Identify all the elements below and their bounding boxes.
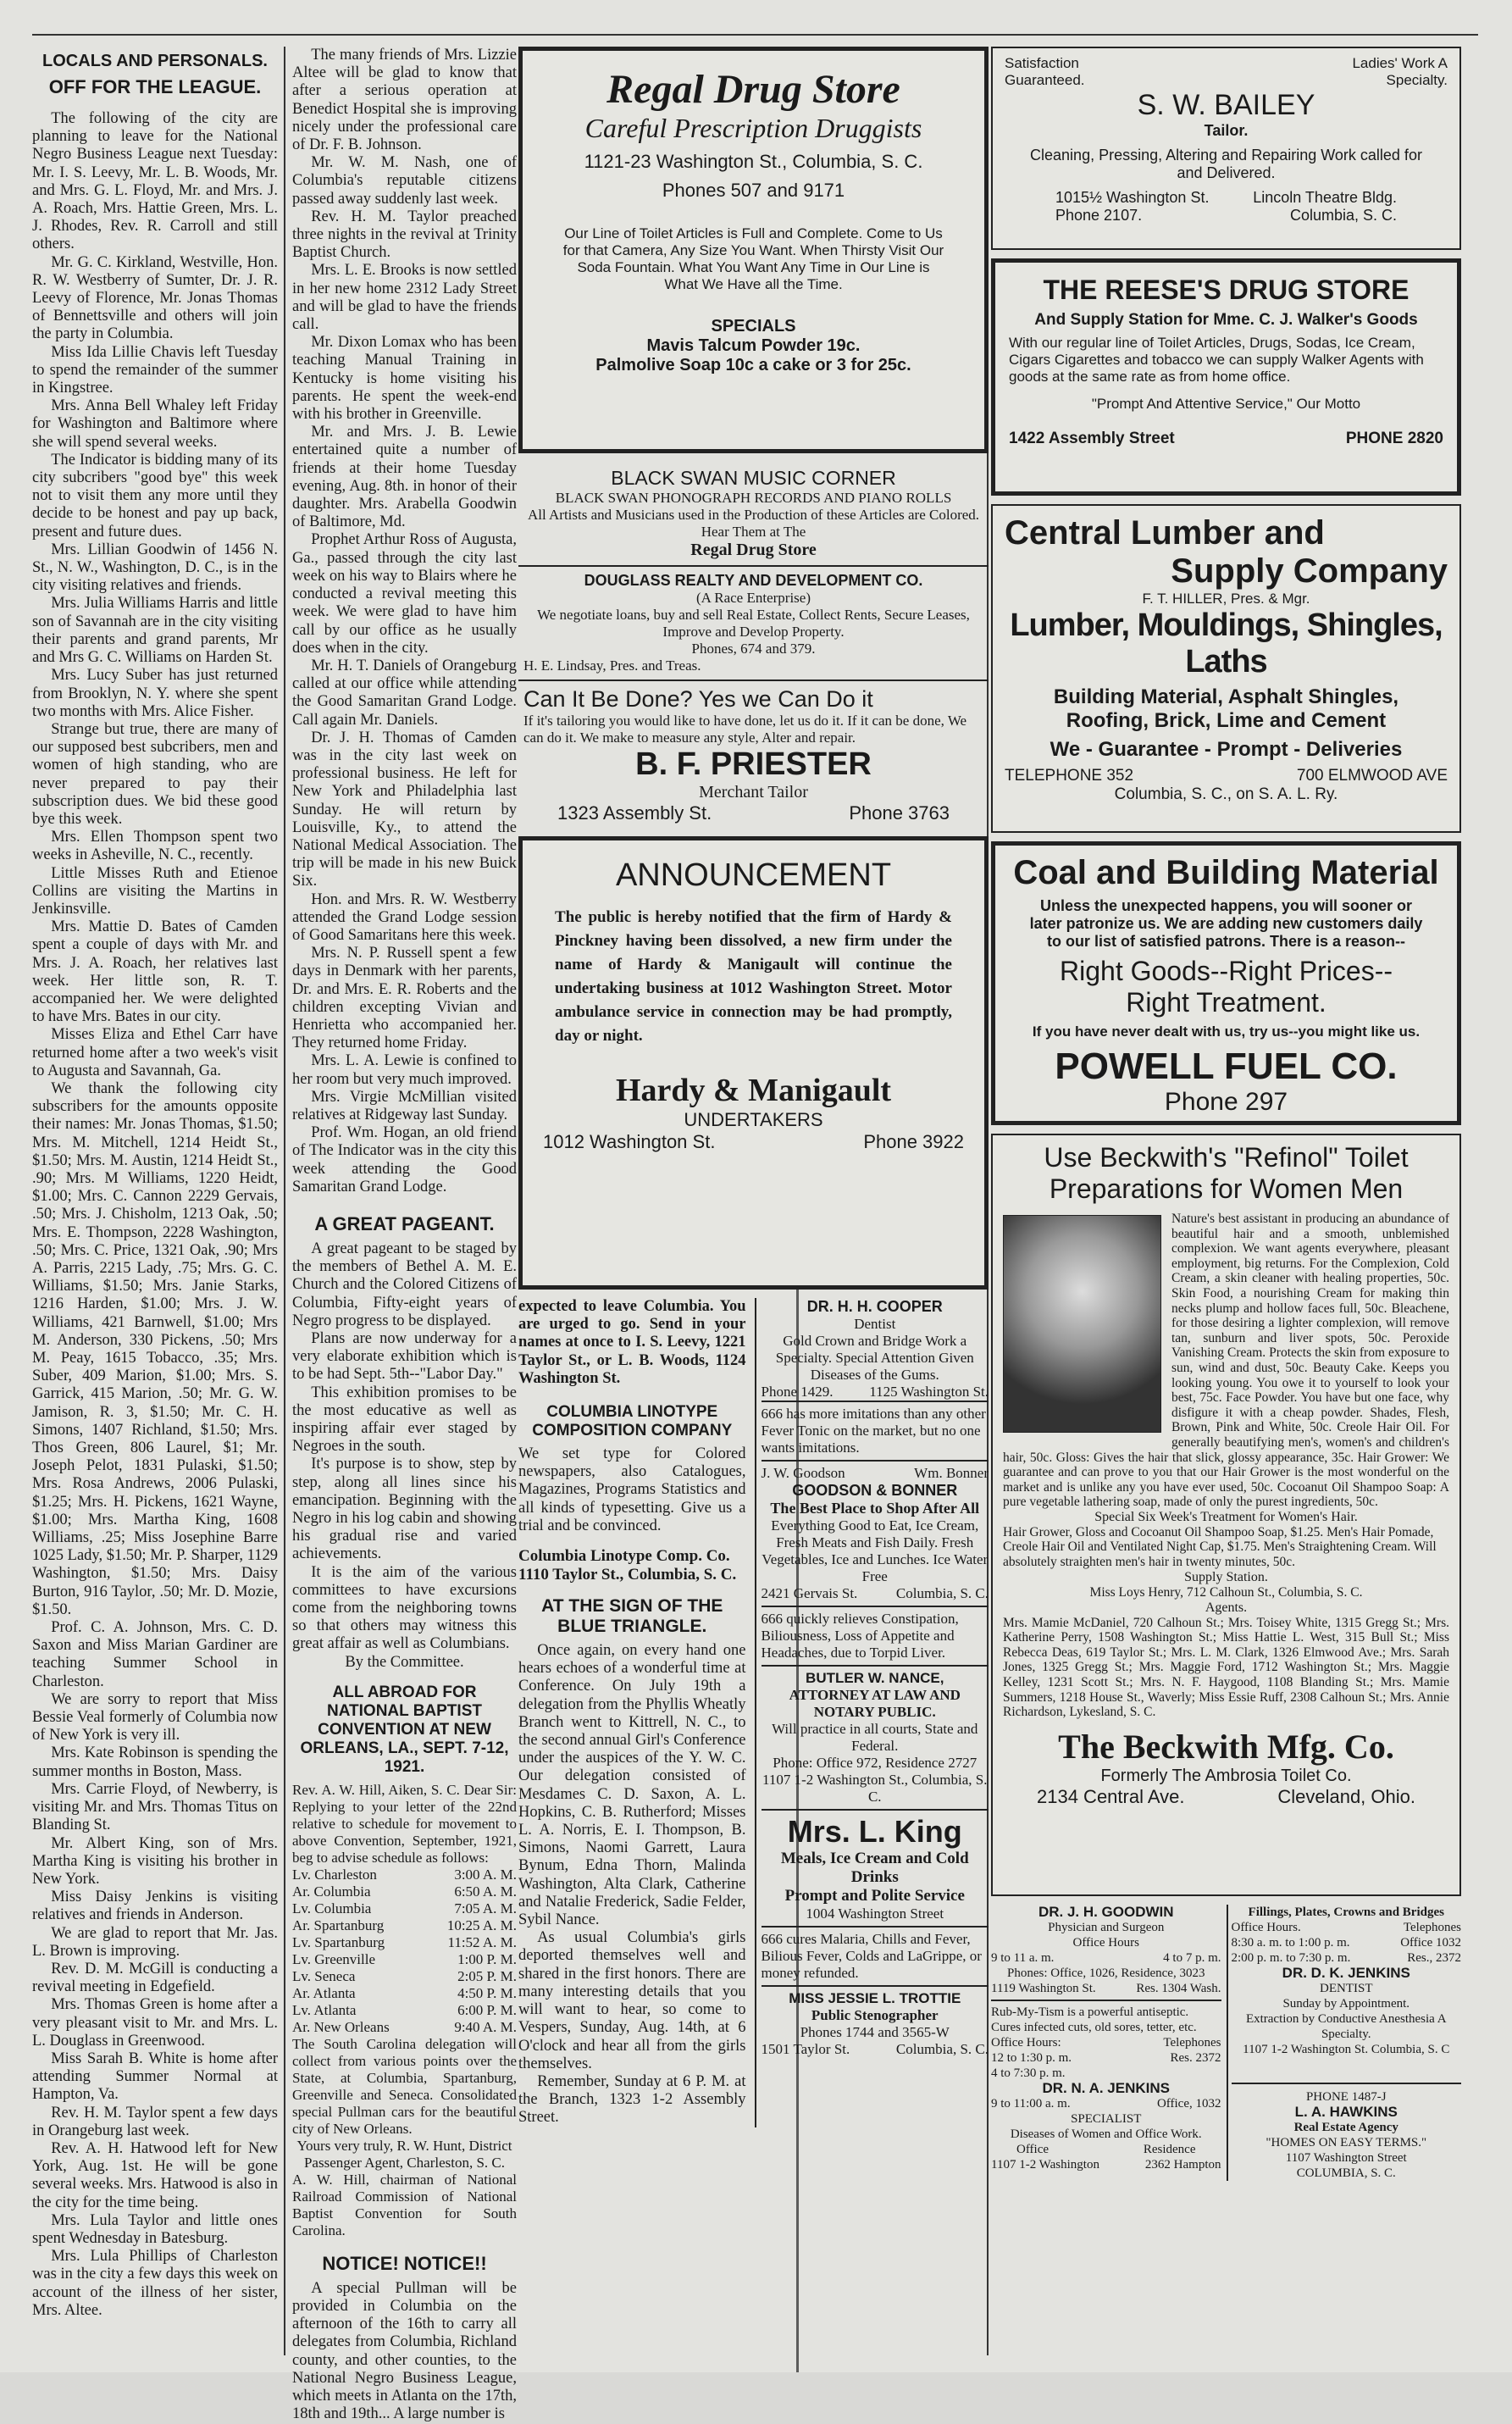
schedule-row xyxy=(292,1917,517,1934)
paragraph: Rev. A. H. Hatwood left for New York, Aug. 1st. He will be gone several weeks. Mrs. Hatwood is also in the city for the time being. xyxy=(32,2139,278,2211)
paragraph: Mrs. Lula Taylor and little ones spent Wednesday in Batesburg. xyxy=(32,2211,278,2247)
rubmy-row-1 xyxy=(991,2050,1221,2066)
bailey-role: Tailor. xyxy=(1204,122,1249,139)
regal-special-1: Mavis Talcum Powder 19c. xyxy=(646,336,861,355)
bailey-body: Cleaning, Pressing, Altering and Repairing Work called for and Delivered. xyxy=(1030,147,1422,181)
goodwin-times xyxy=(991,1950,1221,1966)
beckwith-former: Formerly The Ambrosia Toilet Co. xyxy=(1100,1766,1352,1785)
paragraph: Prof. C. A. Johnson, Mrs. C. D. Saxon and Miss Marian Gardiner are teaching Summer School in Charleston. xyxy=(32,1619,278,1690)
priester-name: B. F. PRIESTER xyxy=(635,746,872,782)
rubmy-row-2 xyxy=(991,2066,1221,2081)
cooper-contact xyxy=(762,1384,989,1401)
dk-jenkins-row-1 xyxy=(1232,1935,1462,1950)
announcement-name: Hardy & Manigault xyxy=(615,1073,892,1108)
dk-jenkins-telephones: Telephones xyxy=(1403,1921,1461,1934)
beckwith-agents: Agents. xyxy=(1205,1600,1248,1615)
king-ad xyxy=(762,1809,989,1926)
rubmy-time-2: 4 to 7:30 p. m. xyxy=(991,2066,1066,2080)
convention-cc: A. W. Hill, chairman of National Railroad Commission of National Baptist Convention for South Carolina. xyxy=(292,2171,517,2238)
paragraph: Rev. H. M. Taylor preached three nights in the revival at Trinity Baptist Church. xyxy=(292,208,517,262)
paragraph: We are sorry to report that Miss Bessie Veal formerly of Columbia now of New York is very ill. xyxy=(32,1690,278,1745)
column-ads-right xyxy=(991,47,1461,2355)
dk-jenkins-row-2 xyxy=(1232,1950,1462,1966)
paragraph: Mrs. Carrie Floyd, of Newberry, is visiting Mr. and Mrs. Thomas Titus on Blanding St. xyxy=(32,1780,278,1834)
linotype-body: We set type for Colored newspapers, also Catalogues, Magazines, Programs Statistics and all kinds of typesetting. Give us a trial and be convinced. xyxy=(518,1445,746,1534)
signature: By the Committee. xyxy=(345,1653,464,1671)
swan-line-1: BLACK SWAN PHONOGRAPH RECORDS AND PIANO ROLLS xyxy=(555,490,952,506)
schedule-row xyxy=(292,1900,517,1917)
na-jenkins-role: SPECIALIST xyxy=(1071,2112,1142,2126)
paragraph: As usual Columbia's girls deported themselves well and shared in the first honors. There are many interesting details that you will want to hear, so come to Vespers, Sunday, Aug. 14th, at 6 O'clock and hear all from the girls themselves. xyxy=(518,1929,746,2072)
imitation-ad: 666 has more imitations than any other Fever Tonic on the market, but no one wants imitations. xyxy=(762,1401,989,1460)
pageant-body xyxy=(292,1240,517,1672)
cooper-role: Dentist xyxy=(854,1316,896,1332)
goodwin-residence: Res. 1304 Wash. xyxy=(1136,1982,1221,1995)
schedule-row xyxy=(292,2019,517,2036)
paragraph: Mr. Dixon Lomax who has been teaching Manual Training in Kentucky is home visiting his parents. He spent the week-end with his brother in Greenville. xyxy=(292,334,517,424)
lower-right-left xyxy=(991,1905,1221,2181)
schedule-time: 2:05 P. M. xyxy=(457,1967,517,1984)
nance-name: BUTLER W. NANCE, xyxy=(806,1670,944,1686)
douglass-sub: (A Race Enterprise) xyxy=(696,590,811,606)
paragraph: Mrs. Thomas Green is home after a very pleasant visit to Mr. and Mrs. L. L. Douglass in Greenwood. xyxy=(32,1996,278,2050)
rubmy-addresses xyxy=(991,2157,1221,2172)
league-heading: OFF FOR THE LEAGUE. xyxy=(48,76,262,97)
regal-address: 1121-23 Washington St., Columbia, S. C. xyxy=(584,151,923,172)
dk-jenkins-top: Fillings, Plates, Crowns and Bridges xyxy=(1248,1905,1444,1919)
locals-body xyxy=(32,110,278,2320)
schedule-stop: Lv. Seneca xyxy=(292,1967,356,1984)
paragraph: Mrs. L. E. Brooks is now settled in her new home 2312 Lady Street and will be glad to have the friends call. xyxy=(292,262,517,334)
lumber-address: 700 ELMWOOD AVE xyxy=(1296,767,1448,785)
regal-special-2: Palmolive Soap 10c a cake or 3 for 25c. xyxy=(595,356,911,374)
beckwith-ad xyxy=(991,1134,1461,1896)
beckwith-special-body: Hair Grower, Gloss and Cocoanut Oil Shampoo Soap, $1.25. Men's Hair Pomade, Creole Hair Oil and Ventilated Night Cap, $1.75. Men's Straightening Cream. Will absolutely straighten men's hair in twenty minutes, 50c. xyxy=(1003,1524,1437,1570)
cooper-address: 1125 Washington St. xyxy=(869,1384,989,1400)
swan-title: BLACK SWAN MUSIC CORNER xyxy=(611,467,896,489)
paragraph: Dr. J. H. Thomas of Camden was in the city last week on professional business. He left for New York and Philadelphia last Sunday. He will return by Louisville, Ky., to attend the National Medical Association. The trip will be made in his new Buick Six. xyxy=(292,729,517,890)
announcement-ad xyxy=(518,836,989,1290)
convention-body: The South Carolina delegation will collect from various points over the State, at Columbia, Spartanburg, Greenville and Seneca. Consolidated special Pullman cars for the beautiful city of New Orleans. xyxy=(292,2035,517,2137)
trottie-ad xyxy=(762,1985,989,2061)
dk-jenkins-header xyxy=(1232,1920,1462,1935)
schedule-stop: Lv. Charleston xyxy=(292,1866,377,1883)
paragraph: Mrs. Lula Phillips of Charleston was in the city a few days this week on account of the illness of her sister, Mrs. Altee. xyxy=(32,2248,278,2319)
trottie-role: Public Stenographer xyxy=(811,2007,939,2023)
beckwith-address: 2134 Central Ave. xyxy=(1037,1785,1185,1807)
announcement-contact xyxy=(534,1131,972,1153)
beckwith-supply-body: Miss Loys Henry, 712 Calhoun St., Columbia, S. C. xyxy=(1089,1584,1363,1600)
coal-name: POWELL FUEL CO. xyxy=(1055,1046,1398,1087)
hawkins-name: L. A. HAWKINS xyxy=(1294,2104,1398,2120)
convention-heading: ALL ABROAD FOR NATIONAL BAPTIST CONVENTION AT NEW ORLEANS, LA., SEPT. 7-12, 1921. xyxy=(300,1683,509,1776)
coal-ad xyxy=(991,841,1461,1125)
column-ads-middle xyxy=(518,47,989,2355)
goodwin-address: 1119 Washington St. xyxy=(991,1982,1096,1995)
cooper-body: Gold Crown and Bridge Work a Specialty. Special Attention Given Diseases of the Gums. xyxy=(775,1333,974,1383)
nance-body: Will practice in all courts, State and Federal. xyxy=(772,1721,978,1754)
goodson-owner: J. W. Goodson xyxy=(761,1465,845,1481)
666-ad: 666 quickly relieves Constipation, Biliousness, Loss of Appetite and Headaches, due to Torpid Liver. xyxy=(762,1606,989,1665)
black-swan-ad xyxy=(518,462,989,565)
paragraph: Misses Eliza and Ethel Carr have returned home after a two week's visit to Augusta and Savannah, Ga. xyxy=(32,1026,278,1079)
swan-line-3: Regal Drug Store xyxy=(690,541,817,559)
rubmy-row-3 xyxy=(991,2096,1221,2111)
convention-intro: Rev. A. W. Hill, Aiken, S. C. Dear Sir: Replying to your letter of the 22nd relative to schedule for movement to above Convention, September, 1921, beg to advise schedule as follows: xyxy=(292,1781,517,1866)
trottie-contact xyxy=(762,2041,989,2058)
lower-right xyxy=(991,1905,1461,2181)
regal-name: Regal Drug Store xyxy=(606,67,900,112)
announcement-address: 1012 Washington St. xyxy=(543,1131,716,1152)
regal-phones: Phones 507 and 9171 xyxy=(662,180,845,201)
paragraph: Prof. Wm. Hogan, an old friend of The Indicator was in the city this week attending the Good Samaritan Grand Lodge. xyxy=(292,1124,517,1195)
paragraph: This exhibition promises to be the most educative as well as inspiring affair ever staged by Negroes in the south. xyxy=(292,1384,517,1456)
paragraph: Mrs. Mattie D. Bates of Camden spent a couple of days with Mr. and Mrs. J. A. Roach, her relatives last week. Her little son, R. T. accompanied her. We were delighted to have Mrs. Bates in our city. xyxy=(32,918,278,1026)
paragraph: Once again, on every hand one hears echoes of a wonderful time at Conference. On July 19th a delegation from the Phyllis Wheatly Branch went to Kittrell, N. C., to the second annual Girl's Conference under the auspices of the Y. W. C. Our delegation consisted of Mesdames C. D. Saxon, A. L. Hopkins, C. B. Rutherford; Misses L. A. Norris, E. I. Thompson, B. Simons, Naomi Garrett, Laura Bynum, Edna Thorn, Malinda Washington, Alta Clark, Catherine and Natalie Frederick, Sadie Felder, Sybil Nance. xyxy=(518,1642,746,1929)
schedule-time: 1:00 P. M. xyxy=(457,1950,517,1967)
goodson-sub: The Best Place to Shop After All xyxy=(770,1500,980,1517)
schedule-stop: Lv. Spartanburg xyxy=(292,1933,385,1950)
rubmy-office-address: 1107 1-2 Washington xyxy=(991,2158,1099,2172)
linotype-heading: COLUMBIA LINOTYPE COMPOSITION COMPANY xyxy=(532,1403,733,1440)
announcement-role: UNDERTAKERS xyxy=(684,1109,823,1130)
top-rule xyxy=(32,34,1478,36)
regal-specials: SPECIALS xyxy=(711,317,796,336)
goodwin-contact xyxy=(991,1981,1221,1996)
schedule-row xyxy=(292,2002,517,2019)
nance-ad xyxy=(762,1665,989,1809)
paragraph: Rev. H. M. Taylor spent a few days in Orangeburg last week. xyxy=(32,2104,278,2139)
pageant-heading: A GREAT PAGEANT. xyxy=(314,1213,495,1234)
priester-phone: Phone 3763 xyxy=(849,802,950,824)
paragraph: Strange but true, there are many of our supposed best subcribers, men and women of high standing, who are never prepared to pay their subscription dues. We bid these good bye this week. xyxy=(32,720,278,828)
rubmy-time-1: 12 to 1:30 p. m. xyxy=(991,2051,1072,2065)
beckwith-city: Cleveland, Ohio. xyxy=(1277,1785,1415,1807)
paragraph: Mrs. Julia Williams Harris and little son of Savannah are in the city visiting their parents and grand parents, Mr and Mrs G. C. Williams on Harden St. xyxy=(32,595,278,667)
dk-jenkins-extraction: Extraction by Conductive Anesthesia A Specialty. xyxy=(1245,2012,1447,2041)
paragraph: A great pageant to be staged by the members of Bethel A. M. E. Church and the Colored Citizens of Columbia, Fifty-eight years of Negro progress to be displayed. xyxy=(292,1240,517,1329)
goodwin-phones: Phones: Office, 1026, Residence, 3023 xyxy=(1007,1966,1205,1980)
bailey-ad xyxy=(991,47,1461,250)
bailey-phone: Phone 2107. xyxy=(1055,207,1143,224)
paragraph: Mr. G. C. Kirkland, Westville, Hon. R. W. Westberry of Sumter, Dr. J. R. Leevy of Florence, Mr. Jonas Thomas of Bennettsville and others will join the party in Columbia. xyxy=(32,253,278,343)
priester-body: If it's tailoring you would like to have done, let us do it. If it can be done, We can do it. We make to measure any style, Alter and repair. xyxy=(523,713,967,746)
goodwin-hours: Office Hours xyxy=(1072,1936,1139,1950)
rubmy-labels xyxy=(991,2142,1221,2157)
na-jenkins-name: DR. N. A. JENKINS xyxy=(1042,2080,1170,2096)
paragraph: Plans are now underway for a very elaborate exhibition which is to be had Sept. 5th--"Labor Day." xyxy=(292,1330,517,1384)
rubmy-residence-address: 2362 Hampton xyxy=(1144,2158,1221,2172)
paragraph: Mrs. Anna Bell Whaley left Friday for Washington and Baltimore where she will spend several weeks. xyxy=(32,397,278,451)
paragraph: It's purpose is to show, step by step, along all lines since his emancipation. Beginning with the Negro in his log cabin and showing his gradual rise and varied achievements. xyxy=(292,1456,517,1563)
hawkins-address: 1107 Washington Street xyxy=(1285,2151,1407,2165)
regal-tag: Careful Prescription Druggists xyxy=(584,113,922,143)
goodson-body: Everything Good to Eat, Ice Cream, Fresh Meats and Fish Daily. Fresh Vegetables, Ice and Lunches. Ice Water Free xyxy=(762,1517,989,1584)
notice-heading: NOTICE! NOTICE!! xyxy=(322,2252,487,2274)
hawkins-city: COLUMBIA, S. C. xyxy=(1296,2166,1396,2180)
bailey-address: 1015½ Washington St. xyxy=(1055,189,1210,206)
bailey-building: Lincoln Theatre Bldg. xyxy=(1253,189,1397,206)
douglass-body: We negotiate loans, buy and sell Real Estate, Collect Rents, Secure Leases, Improve and Develop Property. xyxy=(537,607,970,640)
lumber-ad xyxy=(991,504,1461,833)
nance-address: 1107 1-2 Washington St., Columbia, S. C. xyxy=(762,1772,988,1805)
trottie-name: MISS JESSIE L. TROTTIE xyxy=(789,1990,961,2006)
cooper-phone: Phone 1429. xyxy=(761,1384,834,1400)
douglass-phones: Phones, 674 and 379. xyxy=(691,641,816,657)
rubmy-hours: Office Hours: xyxy=(991,2036,1061,2050)
king-address: 1004 Washington Street xyxy=(806,1905,944,1922)
paragraph: A special Pullman will be provided in Columbia on the afternoon of the 16th to carry all delegates from Columbia, Richland county, and other counties, to the National Negro Business League, which meets in Atlanta on the 17th, 18th and 19th... A large number is xyxy=(292,2279,517,2423)
reese-phone: PHONE 2820 xyxy=(1345,430,1443,447)
paragraph: Mrs. Ellen Thompson spent two weeks in Asheville, N. C., recently. xyxy=(32,829,278,864)
goodwin-role: Physician and Surgeon xyxy=(1048,1921,1165,1934)
priester-role: Merchant Tailor xyxy=(699,783,808,802)
goodson-address: 2421 Gervais St. xyxy=(761,1585,858,1601)
lower-middle-right xyxy=(755,1298,989,2127)
priester-contact xyxy=(523,802,983,824)
nance-phone: Phone: Office 972, Residence 2727 xyxy=(773,1755,978,1771)
lumber-line: Lumber, Mouldings, Shingles, Laths xyxy=(1010,607,1443,679)
bailey-specialty: Ladies' Work A Specialty. xyxy=(1352,55,1448,88)
paragraph: The Indicator is bidding many of its city subcribers "good bye" this week not to visit them any more until they decide to be honest and pay up back, present and future dues. xyxy=(32,451,278,541)
na-jenkins-body: Diseases of Women and Office Work. xyxy=(1010,2127,1202,2141)
paragraph: Mr. and Mrs. J. B. Lewie entertained quite a number of friends at their home Tuesday evening, Aug. 8th. in honor of their daughter. Mrs. Arabella Goodwin of Baltimore, Md. xyxy=(292,424,517,531)
dk-jenkins-office: Office 1032 xyxy=(1400,1936,1461,1950)
king-sub: Prompt and Polite Service xyxy=(784,1887,965,1905)
dk-jenkins-role: DENTIST xyxy=(1320,1982,1373,1995)
paragraph: Rev. D. M. McGill is conducting a revival meeting in Edgefield. xyxy=(32,1960,278,1996)
beckwith-special: Special Six Week's Treatment for Women's Hair. xyxy=(1094,1509,1358,1524)
swan-line-2: All Artists and Musicians used in the Production of these Articles are Colored. Hear Them at The xyxy=(527,507,980,540)
rubmy-residence-label: Residence xyxy=(1143,2143,1196,2156)
beckwith-agents-body: Mrs. Mamie McDaniel, 720 Calhoun St.; Mrs. Toisey White, 1315 Gregg St.; Mrs. Katherine Perry, 1508 Washington St.; Miss Hattie L. West, 315 Bull St.; Miss Rebecca Deas, 619 Taylor St.; Mrs. L. M. Clark, 1326 Elmwood Ave.; Mrs. Sarah Jones, 1325 Gregg St.; Mrs. Maggie Ford, 1712 Washington St.; Mrs. Maggie Kelley, 1231 Scott St.; Mrs. N. F. Haygood, 1108 Blanding St.; Mrs. Mamie Summers, 1218 House St., Waverly; Miss Essie Ruff, 2308 Calhoun St.; Mrs. Annie Richardson, Lykesland, S. C. xyxy=(1003,1615,1449,1720)
schedule-time: 9:40 A. M. xyxy=(454,2018,517,2035)
paragraph: The following of the city are planning to leave for the National Negro Business League next Tuesday: Mr. I. S. Leevy, Mr. L. B. Woods, Mr. and Mrs. G. L. Floyd, Mr. and Mrs. J. A. Roach, Mrs. Hattie Green, Mrs. L. J. Rhodes, Rev. R. Carroll and still others. xyxy=(32,110,278,253)
dk-jenkins-hours: Office Hours. xyxy=(1231,1921,1301,1934)
paragraph: We thank the following city subscribers for the amounts opposite their names: Mr. Jonas Thomas, $1.50; Mrs. M. Mitchell, 1214 Heidt St., $1.50; Mrs. M. Austin, 1214 Heidt St., .90; Mrs. M Williams, 1220 Heidt, $1.00; Mrs. C. Cannon 2229 Gervais, .50; Mrs. J. Chisholm, 1213 Oak, .50; Mrs. E. Thompson, 2228 Washington, .50; Mrs. C. Price, 1321 Oak, .90; Mrs A. Parris, 2215 Lady, .75; Mrs. G. C. Williams, $1.50; Mrs. Janie Starks, 1216 Harden, $1.00; Mrs. J. W. Williams, 421 Barnwell, $1.00; Mrs M. Anderson, 330 Pickens, .50; Mrs M. Peay, 1615 Tobacco, .35; Mrs. Suber, 409 Marion, $1.00; Mrs. S. Garrick, 415 Marion, .50; Mr. G. W. Jamison, R. 3, $1.50; Mr. C. H. Simons, 1407 Richland, $1.50; Mrs. Thos Green, 806 Laurel, $1; Mr. Joseph Pelot, 1831 Pulaski, $1.50; Mrs. Rosa Andrews, 2006 Pulaski, $1.25; Mrs. H. Pickens, 1621 Wayne, $1.00; Mrs. Martha King, 1608 Williams, .25; Miss Josephine Barre 1025 Lady, $1.50; Mr. P. Sharper, 1129 Washington, $1.50; Mrs. Daisy Burton, 916 Taylor, .50; Mr. D. Mozie, $1.50. xyxy=(32,1079,278,1618)
schedule-time: 11:52 A. M. xyxy=(447,1933,517,1950)
bailey-contacts xyxy=(1005,207,1448,225)
schedule-stop: Lv. Greenville xyxy=(292,1950,376,1967)
locals-header: LOCALS AND PERSONALS. xyxy=(42,52,268,70)
lumber-president: F. T. HILLER, Pres. & Mgr. xyxy=(1142,591,1310,607)
priester-address: 1323 Assembly St. xyxy=(557,802,712,824)
dk-jenkins-residence: Res., 2372 xyxy=(1407,1951,1461,1965)
dk-jenkins-time-2: 2:00 p. m. to 7:30 p. m. xyxy=(1231,1951,1351,1965)
beckwith-contact xyxy=(1003,1786,1449,1808)
dk-jenkins-time-1: 8:30 a. m. to 1:00 p. m. xyxy=(1231,1936,1350,1950)
bailey-addresses xyxy=(1005,189,1448,207)
convention-signature: Yours very truly, R. W. Hunt, District Passenger Agent, Charleston, S. C. xyxy=(296,2137,512,2171)
hawkins-phone: PHONE 1487-J xyxy=(1305,2090,1387,2104)
goodson-contact xyxy=(762,1585,989,1602)
column-rule xyxy=(284,47,285,2355)
rubmy-ad: Rub-My-Tism is a powerful antiseptic. Cures infected cuts, old sores, tetter, etc. xyxy=(991,2000,1221,2035)
rubmy-time-3: 9 to 11:00 a. m. xyxy=(991,2097,1071,2111)
linotype-signature: Columbia Linotype Comp. Co. 1110 Taylor St., Columbia, S. C. xyxy=(518,1547,737,1584)
lumber-telephone: TELEPHONE 352 xyxy=(1005,767,1134,785)
paragraph: Mrs. Lillian Goodwin of 1456 N. St., N. W., Washington, D. C., is in the city visiting relatives and friends. xyxy=(32,541,278,595)
paragraph: Miss Ida Lillie Chavis left Tuesday to spend the remainder of the summer in Kingstree. xyxy=(32,343,278,397)
paragraph: We are glad to report that Mr. Jas. L. Brown is improving. xyxy=(32,1924,278,1960)
coal-title: Coal and Building Material xyxy=(1013,854,1439,891)
rubmy-office: Office, 1032 xyxy=(1156,2097,1221,2111)
paragraph: Hon. and Mrs. R. W. Westberry attended the Grand Lodge session of Good Samaritans here this week. xyxy=(292,890,517,944)
paragraph: Mrs. L. A. Lewie is confined to her room but very much improved. xyxy=(292,1052,517,1088)
beckwith-body: Nature's best assistant in producing an abundance of beautiful hair and a smooth, unblemished complexion. We want agents everywhere, pleasant employment, big returns. For the Complexion, Cold Cream, a skin cleaner with healing properties, 50c. Skin Food, a nourishing Cream for making thin necks plump and hollow faces full, 50c. Bleachene, for those desiring a lighter complexion, will remove tan, sunburn and liver spots, 50c. Peroxide Vanishing Cream. Protects the skin from exposure to sun, wind and dust, 50c. Beauty Cake. Keeps you looking young. You owe it to yourself to look your best, 75c. Face Powder. You have but one face, why disfigure it with a cheap powder. Shades, Flesh, Brown, Pink and White, 50c. Creole Hair Oil. For generally beautifying men's, women's and children's hair, 50c. Gloss: Gives the hair that slick, glossy appearance, 35c. Hair Grower: We guarantee and can prove to you that our Hair Grower is the most wonderful on the market and is unlike any you have ever used, 50c. Cocoanut Oil Shampoo Soap: A pure vegetable lathering soap, made of only the purest ingredients, 50c. xyxy=(1003,1212,1449,1510)
announcement-phone: Phone 3922 xyxy=(863,1131,964,1152)
column-news xyxy=(292,47,517,2423)
schedule-time: 6:50 A. M. xyxy=(454,1883,517,1900)
paragraph: Mr. Albert King, son of Mrs. Martha King is visiting his brother in New York. xyxy=(32,1834,278,1888)
rubmy-office-label: Office xyxy=(1016,2143,1050,2156)
paragraph: Mrs. Virgie McMillian visited relatives at Ridgeway last Sunday. xyxy=(292,1088,517,1123)
schedule-row xyxy=(292,1883,517,1900)
dk-jenkins-name: DR. D. K. JENKINS xyxy=(1282,1965,1410,1981)
schedule-stop: Lv. Atlanta xyxy=(292,2001,357,2018)
train-schedule xyxy=(292,1867,517,2036)
coal-line-1: Right Goods--Right Prices-- xyxy=(1060,956,1393,986)
rubmy-header xyxy=(991,2035,1221,2050)
lumber-title-2: Supply Company xyxy=(1171,552,1448,590)
lumber-title-1: Central Lumber and xyxy=(1005,514,1325,552)
nance-role: ATTORNEY AT LAW AND NOTARY PUBLIC. xyxy=(789,1687,961,1720)
trottie-phones: Phones 1744 and 3565-W xyxy=(800,2024,950,2040)
paragraph: Miss Sarah B. White is home after attending Summer Normal at Hampton, Va. xyxy=(32,2050,278,2104)
coal-phone: Phone 297 xyxy=(1164,1088,1288,1116)
beckwith-content xyxy=(1003,1212,1449,1720)
beckwith-title-1: Use Beckwith's "Refinol" Toilet xyxy=(1044,1142,1409,1173)
hawkins-ad xyxy=(1232,2083,1462,2181)
hawkins-role: Real Estate Agency xyxy=(1293,2121,1398,2134)
dk-jenkins-sunday: Sunday by Appointment. xyxy=(1282,1997,1410,2011)
beckwith-supply: Supply Station. xyxy=(1184,1569,1268,1584)
bailey-guarantee: Satisfaction Guaranteed. xyxy=(1005,55,1085,88)
paragraph: Miss Daisy Jenkins is visiting relatives and friends in Anderson. xyxy=(32,1889,278,1924)
king-name: Mrs. L. King xyxy=(787,1814,962,1849)
coal-try: If you have never dealt with us, try us--you might like us. xyxy=(1032,1023,1421,1040)
schedule-time: 4:50 P. M. xyxy=(457,1984,517,2001)
lower-middle-left xyxy=(518,1298,746,2127)
goodwin-morning: 9 to 11 a. m. xyxy=(991,1951,1055,1965)
schedule-stop: Ar. New Orleans xyxy=(292,2018,390,2035)
douglass-ad xyxy=(518,565,989,679)
schedule-stop: Lv. Columbia xyxy=(292,1900,372,1916)
notice-continued: expected to leave Columbia. You are urged to go. Send in your names at once to I. S. Leevy, 1221 Taylor St., or L. B. Woods, 1124 Washington St. xyxy=(518,1298,746,1387)
woman-portrait-image xyxy=(1003,1215,1161,1433)
douglass-title: DOUGLASS REALTY AND DEVELOPMENT CO. xyxy=(584,572,923,589)
reese-contact xyxy=(1009,430,1443,448)
beckwith-title-2: Preparations for Women Men xyxy=(1049,1173,1404,1204)
beckwith-name: The Beckwith Mfg. Co. xyxy=(1058,1727,1394,1766)
paragraph: Mr. H. T. Daniels of Orangeburg called at our office while attending the Good Samaritan Grand Lodge. Call again Mr. Daniels. xyxy=(292,657,517,729)
reese-address: 1422 Assembly Street xyxy=(1009,430,1175,447)
notice-body xyxy=(292,2280,517,2424)
bailey-top xyxy=(1005,55,1448,89)
douglass-signature: H. E. Lindsay, Pres. and Treas. xyxy=(523,657,701,674)
schedule-row xyxy=(292,1934,517,1951)
schedule-time: 10:25 A. M. xyxy=(446,1916,517,1933)
bailey-city: Columbia, S. C. xyxy=(1289,207,1397,224)
paragraph: Remember, Sunday at 6 P. M. at the Branch, 1323 1-2 Assembly Street. xyxy=(518,2072,746,2127)
goodson-ad xyxy=(762,1460,989,1606)
schedule-row xyxy=(292,1951,517,1968)
lumber-materials: Building Material, Asphalt Shingles, Roofing, Brick, Lime and Cement xyxy=(1053,685,1399,732)
trottie-city: Columbia, S. C. xyxy=(895,2041,989,2057)
paragraph: Mrs. N. P. Russell spent a few days in Denmark with her parents, Dr. and Mrs. E. R. Roberts and the children excepting Vivian and Henrietta who accompanied her. They returned home Friday. xyxy=(292,945,517,1052)
paragraph: The many friends of Mrs. Lizzie Altee will be glad to know that after a serious operation at Benedict Hospital she is improving nicely under the professional care of Dr. F. B. Johnson. xyxy=(292,47,517,154)
announcement-title: ANNOUNCEMENT xyxy=(615,857,892,893)
lower-middle xyxy=(518,1298,989,2127)
bailey-name: S. W. BAILEY xyxy=(1137,89,1315,121)
goodwin-evening: 4 to 7 p. m. xyxy=(1163,1951,1221,1965)
trottie-address: 1501 Taylor St. xyxy=(761,2041,850,2057)
paragraph: Prophet Arthur Ross of Augusta, Ga., passed through the city last week on his way to Blairs where he conducted a revival meeting this week. We were glad to have him call by our office as he usually does when in the city. xyxy=(292,531,517,657)
schedule-row xyxy=(292,1985,517,2002)
chills-ad: 666 cures Malaria, Chills and Fever, Bilious Fever, Colds and LaGrippe, or money refunded. xyxy=(762,1926,989,1985)
goodson-title: GOODSON & BONNER xyxy=(792,1482,958,1499)
lumber-guarantee: We - Guarantee - Prompt - Deliveries xyxy=(1050,738,1403,761)
coal-line-2: Right Treatment. xyxy=(1126,987,1326,1018)
schedule-time: 3:00 A. M. xyxy=(454,1866,517,1883)
schedule-row xyxy=(292,1867,517,1883)
schedule-stop: Ar. Spartanburg xyxy=(292,1916,385,1933)
reese-title: THE REESE'S DRUG STORE xyxy=(1043,275,1410,305)
cooper-ad xyxy=(762,1298,989,1401)
reese-body: With our regular line of Toilet Articles, Drugs, Sodas, Ice Cream, Cigars Cigarettes and tobacco we can supply Walker Agents with goods at the same rate as from home office. xyxy=(1009,335,1424,385)
paragraph: Mr. W. M. Nash, one of Columbia's reputable citizens passed away suddenly last week. xyxy=(292,154,517,208)
schedule-row xyxy=(292,1968,517,1985)
schedule-time: 7:05 A. M. xyxy=(454,1900,517,1916)
reese-ad xyxy=(991,258,1461,496)
lower-right-right xyxy=(1227,1905,1462,2181)
cooper-name: DR. H. H. COOPER xyxy=(806,1298,943,1315)
regal-lines: Our Line of Toilet Articles is Full and Complete. Come to Us for that Camera, Any Size You Want. When Thirsty Visit Our Soda Fountain. What You Want Any Time in Our Line is What We Have all the Time. xyxy=(562,225,944,292)
priester-title: Can It Be Done? Yes we Can Do it xyxy=(523,686,873,712)
lumber-contact xyxy=(1005,767,1448,785)
schedule-stop: Ar. Atlanta xyxy=(292,1984,356,2001)
rubmy-residence: Res. 2372 xyxy=(1170,2051,1221,2065)
paragraph: Mrs. Lucy Suber has just returned from Brooklyn, N. Y. where she spent two months with Mrs. Alice Fisher. xyxy=(32,667,278,720)
news-body xyxy=(292,47,517,1196)
goodson-city: Columbia, S. C. xyxy=(895,1585,989,1601)
goodwin-name: DR. J. H. GOODWIN xyxy=(1038,1904,1174,1920)
reese-motto: "Prompt And Attentive Service," Our Motto xyxy=(1091,396,1361,412)
paragraph: Little Misses Ruth and Etienoe Collins are visiting the Martins in Jenkinsville. xyxy=(32,864,278,918)
lumber-city: Columbia, S. C., on S. A. L. Ry. xyxy=(1114,785,1338,803)
regal-drug-ad xyxy=(518,47,989,453)
paragraph: It is the aim of the various committees to have excursions come from the neighboring towns so that others may witness this great affair as well as Columbians. xyxy=(292,1563,517,1653)
hawkins-motto: "HOMES ON EASY TERMS." xyxy=(1266,2136,1427,2149)
reese-sub: And Supply Station for Mme. C. J. Walker's Goods xyxy=(1034,311,1418,329)
announcement-body: The public is hereby notified that the firm of Hardy & Pinckney having been dissolved, a new firm under the name of Hardy & Manigault will continue the undertaking business at 1012 Washington Street. Motor ambulance service in connection may be had promptly, day or night. xyxy=(555,908,952,1045)
triangle-body xyxy=(518,1642,746,2127)
priester-ad xyxy=(518,679,989,829)
goodson-owners xyxy=(762,1465,989,1482)
bonner-owner: Wm. Bonner xyxy=(914,1465,989,1481)
dk-jenkins-address: 1107 1-2 Washington St. Columbia, S. C xyxy=(1243,2043,1450,2056)
rubmy-telephones: Telephones xyxy=(1163,2036,1221,2050)
paragraph: Mrs. Kate Robinson is spending the summer months in Boston, Mass. xyxy=(32,1745,278,1780)
column-locals xyxy=(32,47,278,2355)
schedule-stop: Ar. Columbia xyxy=(292,1883,371,1900)
schedule-time: 6:00 P. M. xyxy=(457,2001,517,2018)
coal-body: Unless the unexpected happens, you will sooner or later patronize us. We are adding new customers daily to our list of satisfied patrons. There is a reason-- xyxy=(1029,897,1423,950)
triangle-heading: AT THE SIGN OF THE BLUE TRIANGLE. xyxy=(541,1596,723,1637)
king-body: Meals, Ice Cream and Cold Drinks xyxy=(780,1850,969,1886)
